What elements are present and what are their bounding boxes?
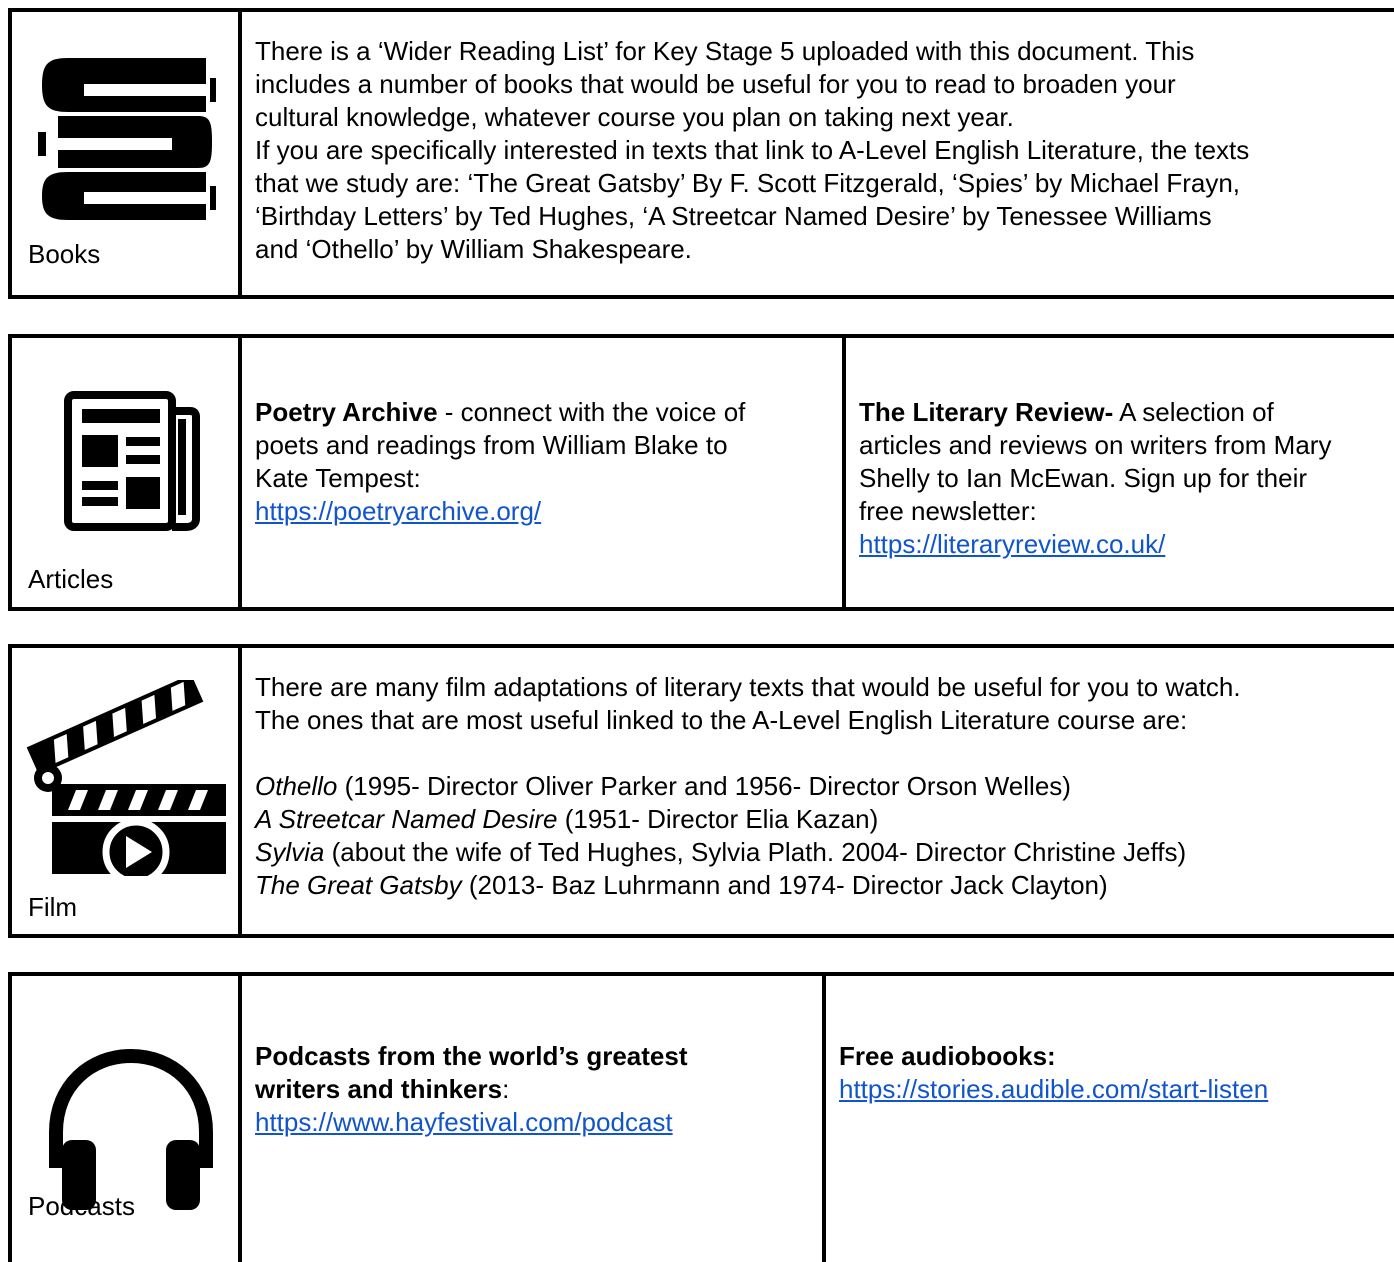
poetry-archive-link[interactable]: https://poetryarchive.org/ xyxy=(255,496,542,526)
books-text-cell xyxy=(242,12,1394,295)
books-label: Books xyxy=(28,239,101,269)
articles-icon-cell xyxy=(12,338,242,607)
books-line: includes a number of books that would be useful for you to read to broaden your xyxy=(255,69,1176,99)
books-line: and ‘Othello’ by William Shakespeare. xyxy=(255,234,692,264)
poetry-archive-desc: Kate Tempest: xyxy=(255,463,421,493)
hay-festival-title: writers and thinkers xyxy=(255,1074,503,1104)
literary-review-desc: A selection of xyxy=(1113,397,1274,427)
poetry-archive-desc: poets and readings from William Blake to xyxy=(255,430,728,460)
books-icon-cell xyxy=(12,12,242,295)
books-line: cultural knowledge, whatever course you plan on taking next year. xyxy=(255,102,1014,132)
film-item xyxy=(255,770,1394,803)
hay-festival-title: Podcasts from the world’s greatest xyxy=(255,1041,688,1071)
film-item xyxy=(255,869,1394,902)
books-line: that we study are: ‘The Great Gatsby’ By F. Scott Fitzgerald, ‘Spies’ by Michael Frayn, xyxy=(255,168,1241,198)
articles-table xyxy=(8,334,1394,611)
film-detail: (about the wife of Ted Hughes, Sylvia Plath. 2004- Director Christine Jeffs) xyxy=(324,837,1187,867)
clapperboard-icon xyxy=(24,680,230,876)
audible-link[interactable]: https://stories.audible.com/start-listen xyxy=(839,1074,1269,1104)
newspaper-icon xyxy=(64,391,202,531)
literary-review-link[interactable]: https://literaryreview.co.uk/ xyxy=(859,529,1166,559)
film-detail: (1995- Director Oliver Parker and 1956- Director Orson Welles) xyxy=(337,771,1071,801)
hay-festival-link[interactable]: https://www.hayfestival.com/podcast xyxy=(255,1107,673,1137)
film-title: Othello xyxy=(255,771,338,801)
film-detail: (2013- Baz Luhrmann and 1974- Director Jack Clayton) xyxy=(461,870,1108,900)
books-line: There is a ‘Wider Reading List’ for Key Stage 5 uploaded with this document. This xyxy=(255,36,1195,66)
podcasts-label: Podcasts xyxy=(28,1191,135,1221)
poetry-archive-desc: - connect with the voice of xyxy=(437,397,746,427)
podcasts-icon-cell xyxy=(12,976,242,1262)
poetry-archive-title: Poetry Archive xyxy=(255,397,438,427)
books-icon xyxy=(38,50,216,222)
film-text-cell xyxy=(242,648,1394,934)
literary-review-desc: free newsletter: xyxy=(859,496,1037,526)
literary-review-title: The Literary Review- xyxy=(859,397,1114,427)
film-intro: There are many film adaptations of literary texts that would be useful for you to watch. xyxy=(255,672,1241,702)
articles-col2 xyxy=(846,338,1394,607)
film-detail: (1951- Director Elia Kazan) xyxy=(557,804,879,834)
headphones-icon xyxy=(42,1044,220,1210)
film-intro: The ones that are most useful linked to the A-Level English Literature course are: xyxy=(255,705,1188,735)
film-item xyxy=(255,836,1394,869)
podcasts-col1: Podcasts from the world’s greatest writers and thinkers: https://www.hayfestival.com/podcast xyxy=(242,976,826,1262)
podcasts-table xyxy=(8,972,1394,1262)
literary-review-desc: articles and reviews on writers from Mary xyxy=(859,430,1332,460)
books-line: ‘Birthday Letters’ by Ted Hughes, ‘A Streetcar Named Desire’ by Tenessee Williams xyxy=(255,201,1212,231)
film-label: Film xyxy=(28,892,78,922)
film-icon-cell xyxy=(12,648,242,934)
film-table xyxy=(8,644,1394,938)
articles-col1 xyxy=(242,338,846,607)
articles-label: Articles xyxy=(28,564,114,594)
audiobooks-title: Free audiobooks: xyxy=(839,1041,1056,1071)
film-title: The Great Gatsby xyxy=(255,870,462,900)
literary-review-desc: Shelly to Ian McEwan. Sign up for their xyxy=(859,463,1308,493)
film-title: Sylvia xyxy=(255,837,325,867)
film-item xyxy=(255,803,1394,836)
film-title: A Streetcar Named Desire xyxy=(255,804,558,834)
podcasts-col2 xyxy=(826,976,1394,1262)
books-line: If you are specifically interested in texts that link to A-Level English Literature, the texts xyxy=(255,135,1250,165)
books-table xyxy=(8,8,1394,299)
